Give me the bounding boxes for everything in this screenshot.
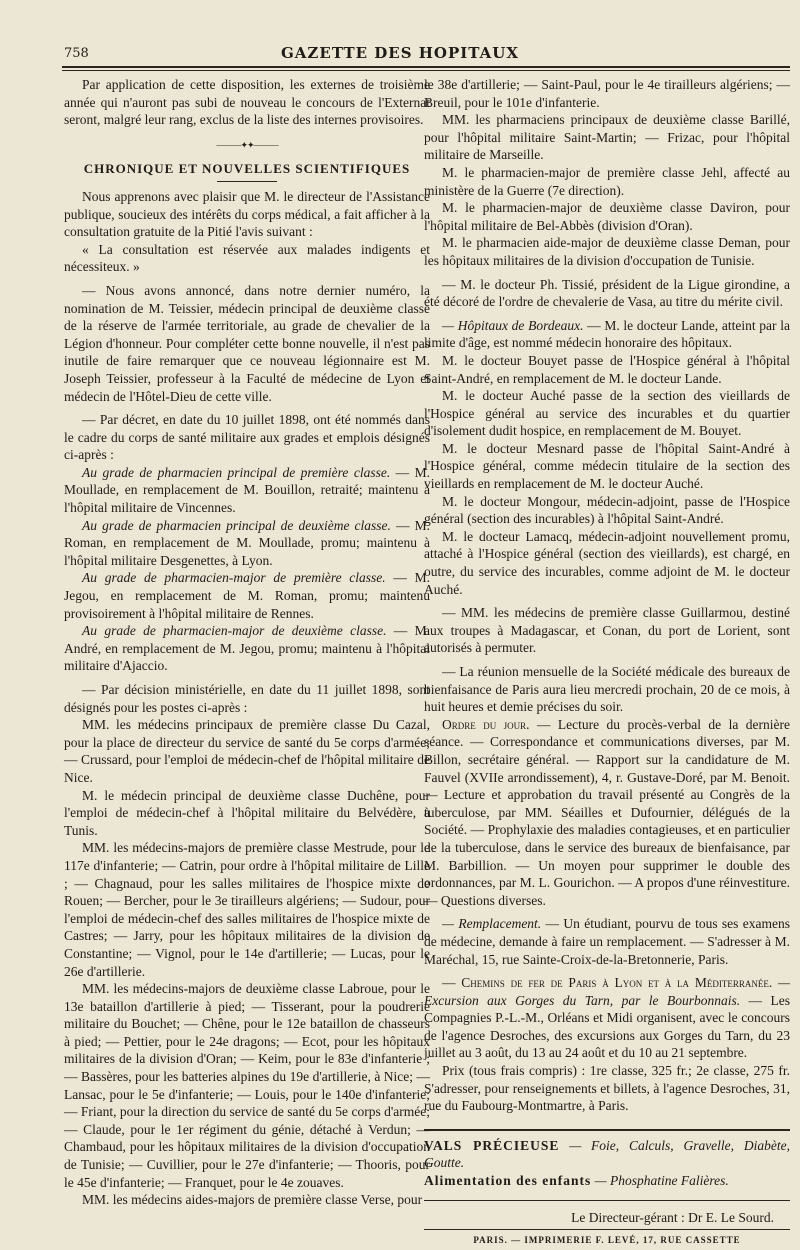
paragraph — [64, 517, 430, 570]
ornament-separator: ———✦✦——— — [216, 139, 278, 150]
ad-brand: VALS PRÉCIEUSE — [424, 1137, 560, 1153]
paragraph: M. le médecin principal de deuxième classe Duchêne, pour l'emploi de médecin-chef à l'hôpital militaire du Belvédère, à Tunis. — [64, 787, 430, 838]
item-heading: — Hôpitaux de Bordeaux. — [442, 317, 584, 333]
running-title: GAZETTE DES HOPITAUX — [280, 44, 519, 62]
paragraph: MM. les médecins-majors de deuxième classe Labroue, pour le 13e bataillon d'artillerie à pied; — Tisserant, pour la poudrerie militaire du Bouchet; — Chêne, pour le 12e bataillon de chasseurs à pied; — Pettier, pour le 24e dragons; — Ecot, pour les hôpitaux militaires de la division d'Oran; — Keim, pour le 83e d'infanterie ; — Bassères, pour les batteries alpines du 19e d'artillerie, à Nice; — Lansac, pour le 5e d'infanterie; — Louis, pour le 140e d'infanterie; — Friant, pour la direction du service de santé du 5e corps d'armée; — Claude, pour le 1er régiment du génie, détaché à Verdun; — Chambaud, pour les hôpitaux militaires de la division d'occupation de Tunisie; — Cuvillier, pour le 27e d'infanterie; — Thooris, pour le 45e d'infanterie; — Franquet, pour le 4e zouaves. — [64, 981, 430, 1190]
header-rule-thick — [62, 66, 790, 68]
paragraph — [64, 569, 430, 622]
paragraph — [64, 464, 430, 517]
grade-heading: Au grade de pharmacien-major de première classe. — [82, 570, 386, 586]
ad-brand: Alimentation des enfants — [424, 1173, 592, 1189]
item-text: — Un étudiant, pourvu de tous ses examens de médecine, demande à faire un remplacement. — S'adresser à M. Maréchal, 15, rue Sainte-Croix-de-la-Bretonnerie, Paris. — [424, 916, 790, 967]
paragraph: — Par décision ministérielle, en date du 11 juillet 1898, sont désignés pour les postes ci-après : — [64, 682, 430, 715]
ad-text: — Foie, Calculs, Gravelle, Diabète, Goutte. — [424, 1137, 790, 1171]
ad-rule — [424, 1129, 790, 1131]
paragraph — [424, 915, 790, 968]
paragraph: MM. les médecins-majors de première classe Mestrude, pour le 117e d'infanterie; — Catrin, pour ordre à l'hôpital militaire de Lille ; — Chagnaud, pour les salles militaires de l'hospice mixte de Rouen; — Bercher, pour le 3e tirailleurs algériens; — Sudour, pour l'emploi de médecin-chef des salles militaires de l'hospice mixte de Castres; — Jarry, pour les hôpitaux militaires de la division de Constantine; — Vignol, pour le 14e d'artillerie; — Lucas, pour le 26e d'artillerie. — [64, 840, 430, 979]
paragraph: Prix (tous frais compris) : 1re classe, 325 fr.; 2e classe, 275 fr. S'adresser, pour renseignements et billets, à l'agence Desroches, 31, rue du Faubourg-Montmartre, à Paris. — [424, 1063, 790, 1114]
paragraph: MM. les pharmaciens principaux de deuxième classe Barillé, pour l'hôpital militaire Saint-Martin; — Frizac, pour l'hôpital militaire de Marseille. — [424, 112, 790, 163]
paragraph: Nous apprenons avec plaisir que M. le directeur de l'Assistance publique, soucieux des intérêts du corps médical, a fait afficher à la consultation gratuite de la Pitié l'avis suivant : — [64, 188, 430, 240]
paragraph: — MM. les médecins de première classe Guillarmou, destiné aux troupes à Madagascar, et Conan, du port de Lorient, sont autorisés à permuter. — [424, 605, 790, 656]
paragraph: M. le docteur Bouyet passe de l'Hospice général à l'hôpital Saint-André, en remplacement de M. le docteur Lande. — [424, 352, 790, 386]
agenda-heading: Ordre du jour. — [442, 716, 530, 732]
item-subheading: — Excursion aux Gorges du Tarn, par le Bourbonnais. — [424, 975, 790, 1008]
grade-heading: Au grade de pharmacien principal de première classe. — [82, 464, 391, 480]
page-number: 758 — [64, 46, 89, 61]
paragraph: M. le pharmacien-major de première classe Jehl, affecté au ministère de la Guerre (7e direction). — [424, 164, 790, 198]
paragraph: — Par décret, en date du 10 juillet 1898, ont été nommés dans le cadre du corps de santé militaire aux grades et emplois désignés ci-après : — [64, 412, 430, 463]
printer-imprint: PARIS. — IMPRIMERIE F. LEVÉ, 17, RUE CASSETTE — [473, 1235, 741, 1246]
item-text: — Les Compagnies P.-L.-M., Orléans et Midi organisent, avec le concours de l'agence Desroches, des excursions aux Gorges du Tarn, du 23 juillet au 3 août, du 13 au 24 août et du 10 au 21 septembre. — [424, 992, 790, 1061]
section-title: CHRONIQUE ET NOUVELLES SCIENTIFIQUES — [83, 161, 411, 177]
paragraph — [424, 974, 790, 1062]
paragraph: — Nous avons annoncé, dans notre dernier numéro, la nomination de M. Teissier, médecin principal de deuxième classe de la réserve de l'armée territoriale, au grade de chevalier de la Légion d'honneur. Pour compléter cette bonne nouvelle, il n'est pas inutile de faire remarquer que ce nouveau légionnaire est M. Joseph Teissier, professeur à la Faculté de médecine de Lyon et médecin de l'Hôtel-Dieu de cette ville. — [64, 282, 430, 404]
imprint-rule — [424, 1229, 790, 1230]
paragraph: M. le docteur Auché passe de la section des vieillards de l'Hospice général au service des incurables et du quartier d'isolement dudit hospice, en remplacement de M. Bouyet. — [424, 388, 790, 439]
paragraph: M. le docteur Mesnard passe de l'hôpital Saint-André à l'Hospice général, comme médecin titulaire de la section des vieillards en remplacement de M. le docteur Auché. — [424, 440, 790, 492]
paragraph: M. le docteur Lamacq, médecin-adjoint nouvellement promu, attaché à l'Hospice général (section des vieillards), est chargé, en outre, du service des incurables, comme adjoint de M. le docteur Auché. — [424, 528, 790, 597]
paragraph: le 38e d'artillerie; — Saint-Paul, pour le 4e tirailleurs algériens; — Breuil, pour le 101e d'infanterie. — [424, 77, 790, 110]
grade-text: — M. André, en remplacement de M. Jegou, promu; maintenu à l'hôpital militaire d'Ajaccio. — [64, 623, 430, 674]
ad-text: — Phosphatine Falières. — [591, 1173, 729, 1189]
paragraph — [424, 716, 790, 910]
quoted-notice: « La consultation est réservée aux malades indigents et nécessiteux. » — [64, 241, 430, 275]
grade-text: — M. Moullade, en remplacement de M. Bouillon, retraité; maintenu à l'hôpital militaire de Vincennes. — [64, 464, 430, 516]
paragraph: — M. le docteur Ph. Tissié, président de la Ligue girondine, a été décoré de l'ordre de chevalerie de Vasa, au titre du mérite civil. — [424, 276, 790, 310]
signature-rule — [424, 1200, 790, 1201]
grade-text: — M. Roman, en remplacement de M. Moullade, promu; maintenu à l'hôpital militaire Desgenettes, à Lyon. — [64, 517, 430, 568]
grade-heading: Au grade de pharmacien principal de deuxième classe. — [82, 517, 391, 533]
item-heading: — Chemins de fer de Paris à Lyon et à la Méditerranée. — [442, 975, 773, 991]
grade-text: — M. Jegou, en remplacement de M. Roman, promu; maintenu provisoirement à l'hôpital militaire de Rennes. — [64, 570, 430, 621]
paragraph — [64, 622, 430, 675]
section-title-rule — [217, 181, 277, 182]
paragraph: M. le pharmacien aide-major de deuxième classe Deman, pour les hôpitaux militaires de la division d'occupation de Tunisie. — [424, 235, 790, 268]
item-heading: — Remplacement. — [442, 916, 542, 932]
right-column — [424, 76, 790, 1250]
paragraph: MM. les médecins aides-majors de première classe Verse, pour — [82, 1192, 423, 1208]
paragraph: M. le pharmacien-major de deuxième classe Daviron, pour l'hôpital militaire de Bel-Abbès (division d'Oran). — [424, 200, 790, 233]
advertisement — [424, 1137, 790, 1190]
intro-paragraph: Par application de cette disposition, les externes de troisième année qui n'auront pas subi de nouveau le concours de l'Externat seront, malgré leur rang, exclus de la liste des internes provisoires. — [64, 77, 430, 128]
paragraph: — La réunion mensuelle de la Société médicale des bureaux de bienfaisance de Paris aura lieu mercredi prochain, 20 de ce mois, à huit heures et demie précises du soir. — [424, 664, 790, 715]
paragraph — [424, 317, 790, 352]
paragraph: MM. les médecins principaux de première classe Du Cazal, pour la place de directeur du service de santé du 5e corps d'armée; — Crussard, pour l'emploi de médecin-chef de l'hôpital militaire de Nice. — [64, 717, 430, 785]
left-column — [64, 76, 430, 1209]
agenda-text: — Lecture du procès-verbal de la dernière séance. — Correspondance et communications diverses, par M. Billon, secrétaire général. — Rapport sur la candidature de M. Fauvel (XVIIe arrondissement), 4, r. Gustave-Doré, par M. Benoit. — Lecture et approbation du travail présenté au Congrès de la tuberculose, par MM. Séailles et Dufournier, délégués de la Société. — Prophylaxie des maladies contagieuses, et en particulier de la tuberculose, dans le service des bureaux de bienfaisance, par M. Barbillion. — Un moyen pour supprimer le double des ordonnances, par M. L. Gourichon. — A propos d'une réinvestiture. — Questions diverses. — [424, 716, 790, 908]
item-text: — M. le docteur Lande, atteint par la limite d'âge, est nommé médecin honoraire des hôpitaux. — [424, 317, 790, 351]
paragraph: M. le docteur Mongour, médecin-adjoint, passe de l'Hospice général (section des incurables) à l'hôpital Saint-André. — [424, 493, 790, 527]
grade-heading: Au grade de pharmacien-major de deuxième classe. — [82, 623, 387, 639]
editor-signature: Le Directeur-gérant : Dr E. Le Sourd. — [571, 1209, 774, 1225]
header-rule-thin — [62, 70, 790, 71]
